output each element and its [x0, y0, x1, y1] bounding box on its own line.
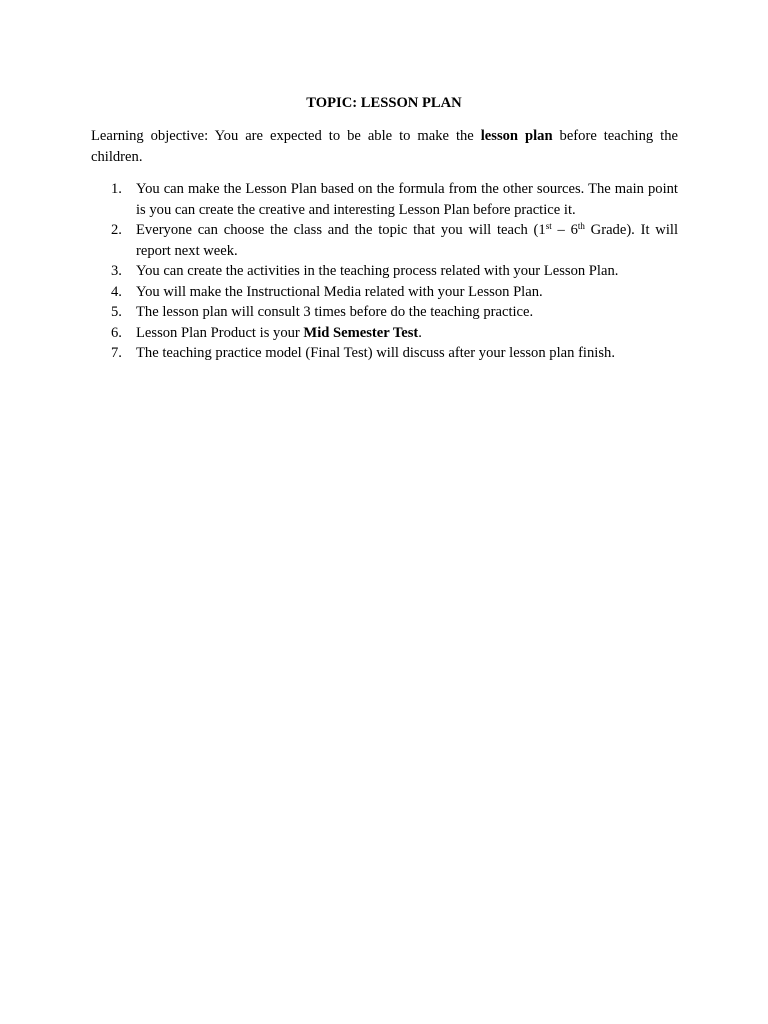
list-item-text: The lesson plan will consult 3 times before do the teaching practice. [136, 304, 534, 320]
list-item [91, 343, 678, 364]
list-item-text: You can make the Lesson Plan based on the formula from the other sources. The main point is you can create the creative and interesting Lesson Plan before practice it. [136, 181, 678, 218]
list-item-number: 3. [111, 263, 122, 279]
numbered-list [91, 179, 678, 364]
objective-prefix: Learning objective: You are expected to be able to make the [91, 128, 481, 144]
list-item-text: You can create the activities in the teaching process related with your Lesson Plan. [136, 263, 619, 279]
list-item-text: Lesson Plan Product is your [136, 324, 304, 341]
list-item [91, 220, 678, 261]
mid-semester-test-label: Mid Semester Test [303, 324, 419, 341]
objective-suffix: before teaching the children. [91, 128, 678, 165]
list-item [91, 282, 678, 303]
list-item-text: Everyone can choose the class and the topic that you will teach (1 [136, 222, 546, 238]
list-item [91, 179, 678, 220]
objective-bold: lesson plan [480, 128, 553, 144]
superscript-th: th [577, 221, 585, 231]
list-item-number: 4. [111, 283, 122, 300]
page-title: TOPIC: LESSON PLAN [306, 95, 462, 111]
list-item-text: . [418, 324, 422, 341]
list-item-text: – 6 [551, 222, 578, 238]
list-item [91, 323, 678, 344]
list-item-number: 2. [111, 222, 122, 238]
list-item-text: You will make the Instructional Media related with your Lesson Plan. [136, 283, 543, 300]
learning-objective [91, 126, 678, 168]
list-item [91, 261, 678, 282]
list-item-text: Grade). It will report next week. [136, 222, 678, 259]
list-item-text: The teaching practice model (Final Test) will discuss after your lesson plan finish. [136, 345, 615, 361]
list-item-number: 1. [111, 181, 122, 197]
list-item-number: 5. [111, 304, 122, 320]
list-item-number: 7. [111, 345, 122, 361]
list-item [91, 302, 678, 323]
list-item-number: 6. [111, 324, 122, 341]
superscript-st: st [545, 221, 552, 231]
